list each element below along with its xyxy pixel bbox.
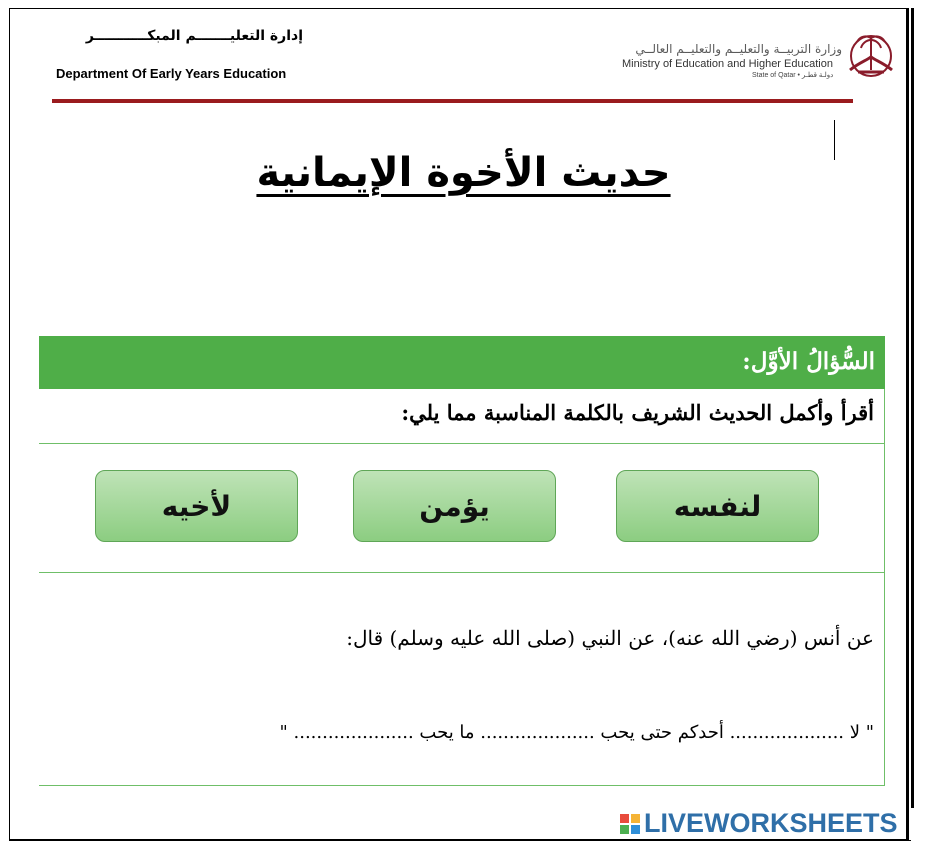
text-cursor	[834, 120, 835, 160]
ministry-state-label: State of Qatar • دولـة قطـر	[752, 72, 834, 79]
header-divider	[52, 99, 853, 103]
question-header-bar	[39, 336, 885, 389]
page-title: حديث الأخوة الإيمانية	[256, 150, 671, 196]
ministry-english-label: Ministry of Education and Higher Education	[622, 58, 833, 70]
hadith-fill-line[interactable]: " لا .................... أحدكم حتى يحب .................... ما يحب ..................... "	[279, 722, 874, 743]
page-edge-bar	[911, 8, 914, 808]
divider-bottom	[39, 572, 885, 573]
question-instruction: أقرأ وأكمل الحديث الشريف بالكلمة المناسبة مما يلي:	[401, 400, 874, 425]
divider-top	[39, 443, 885, 444]
arabic-department-label: إدارة التعليـــــــم المبكـــــــــــر	[85, 28, 303, 44]
english-department-label: Department Of Early Years Education	[56, 66, 287, 81]
word-option-button[interactable]: يؤمن	[353, 470, 556, 542]
qatar-emblem-icon	[842, 26, 900, 86]
word-option-button[interactable]: لنفسه	[616, 470, 819, 542]
liveworksheets-logo-text: LIVEWORKSHEETS	[644, 808, 898, 838]
ministry-arabic-label: وزارة التربيــة والتعليــم والتعليــم العالــي	[635, 42, 842, 56]
page-bottom-line	[9, 840, 911, 841]
liveworksheets-logo	[620, 808, 898, 839]
hadith-intro: عن أنس (رضي الله عنه)، عن النبي (صلى الله عليه وسلم) قال:	[346, 626, 874, 650]
liveworksheets-blocks-icon	[620, 814, 640, 834]
word-option-button[interactable]: لأخيه	[95, 470, 298, 542]
question-label: السُّؤالُ الأوَّل:	[742, 348, 875, 375]
